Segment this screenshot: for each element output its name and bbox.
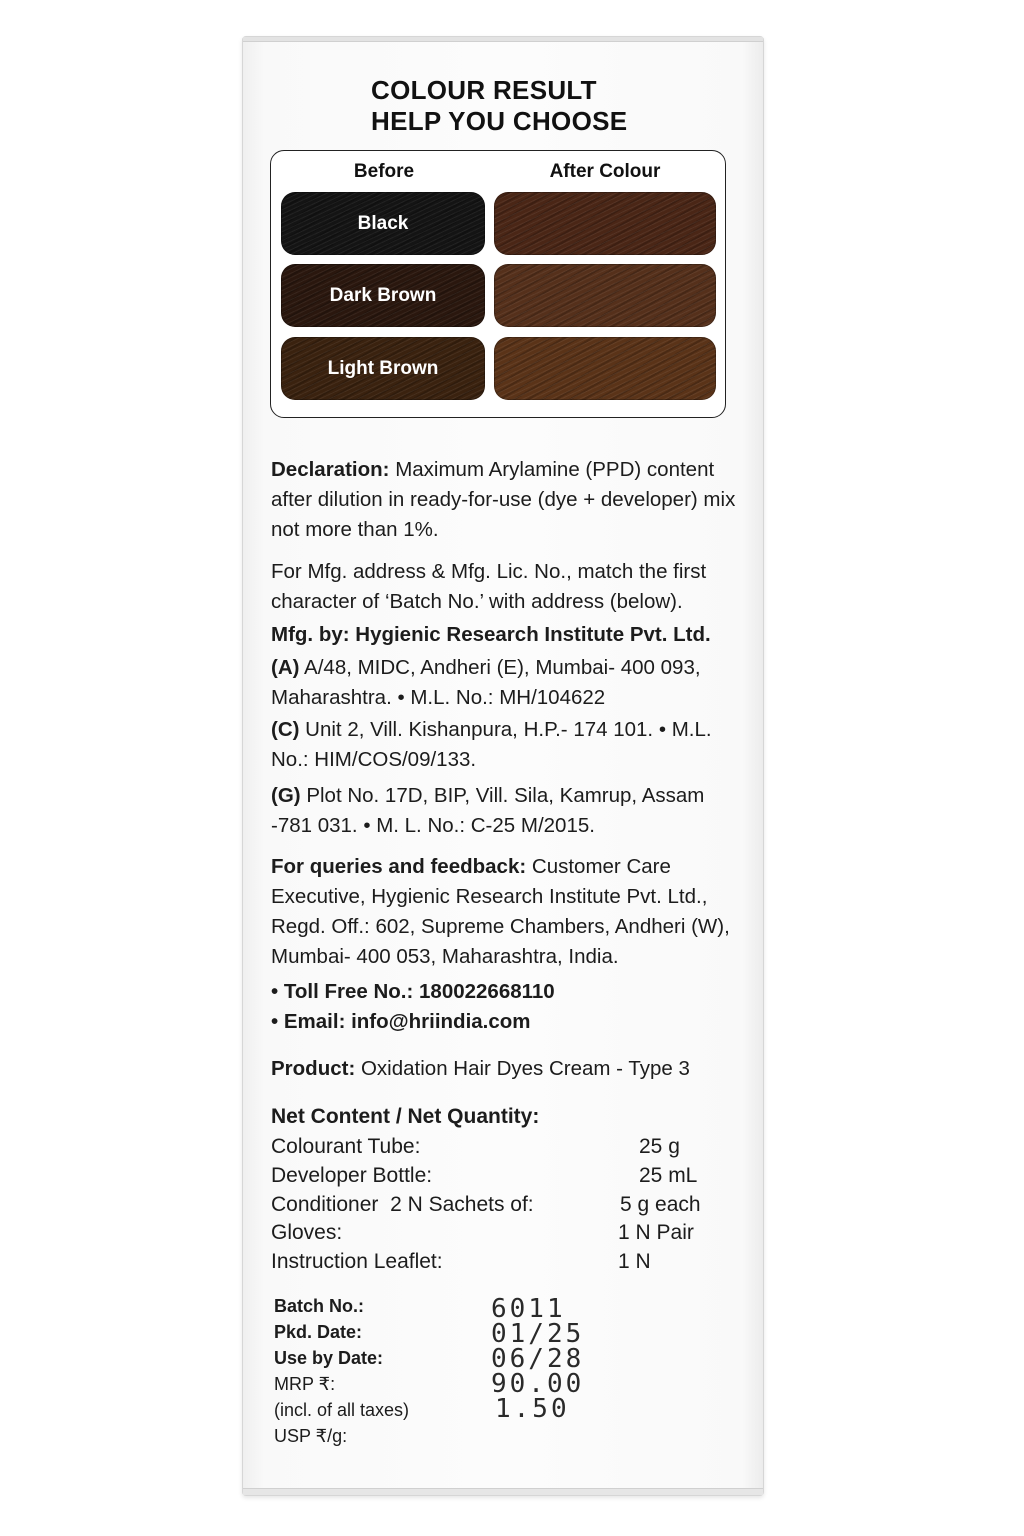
after-swatch-black [494, 192, 716, 255]
mfg-note: For Mfg. address & Mfg. Lic. No., match the first character of ‘Batch No.’ with address (below). [271, 560, 707, 613]
address-c [271, 715, 741, 775]
before-header: Before [353, 161, 415, 182]
heading-line-2: HELP YOU CHOOSE [371, 106, 628, 136]
product [271, 1054, 741, 1084]
net-item-name: Colourant Tube: [271, 1135, 421, 1158]
declaration-label: Declaration: [271, 458, 390, 481]
product-label: Product: [271, 1057, 356, 1080]
colour-result-heading [371, 75, 627, 137]
before-swatch-light-brown: Light Brown [281, 337, 485, 400]
usp-value: 1.50 [495, 1394, 570, 1424]
product-box-panel [242, 36, 764, 1496]
after-swatch-dark-brown [494, 264, 716, 327]
net-item-value: 1 N Pair [618, 1221, 694, 1244]
pkd-date-label: Pkd. Date: [274, 1322, 363, 1342]
net-item-value: 5 g each [620, 1193, 701, 1216]
after-header: After Colour [549, 161, 661, 182]
net-item-row [271, 1219, 721, 1247]
queries [271, 852, 741, 972]
declaration [271, 455, 741, 545]
address-a-code: (A) [271, 656, 300, 679]
net-item-value: 25 mL [639, 1164, 698, 1187]
net-item-value: 1 N [618, 1250, 651, 1273]
net-item-row [271, 1248, 721, 1276]
mrp-tax-note: (incl. of all taxes) [274, 1400, 410, 1420]
batch-no-value: 6011 [491, 1294, 566, 1324]
net-content-title: Net Content / Net Quantity: [271, 1105, 540, 1128]
net-item-name: Conditioner 2 N Sachets of: [271, 1193, 534, 1216]
net-item-row [271, 1133, 721, 1161]
batch-no-label: Batch No.: [274, 1296, 364, 1316]
product-text: Oxidation Hair Dyes Cream - Type 3 [360, 1057, 690, 1080]
box-top-edge [243, 37, 763, 42]
net-item-name: Gloves: [271, 1221, 343, 1244]
box-bottom-edge [243, 1488, 763, 1495]
before-swatch-dark-brown: Dark Brown [281, 264, 485, 327]
net-item-name: Developer Bottle: [271, 1164, 433, 1187]
queries-label: For queries and feedback: [271, 855, 527, 878]
mfg-by: Mfg. by: Hygienic Research Institute Pvt. Ltd. [271, 623, 711, 646]
net-item-name: Instruction Leaflet: [271, 1250, 443, 1273]
net-item-value: 25 g [639, 1135, 680, 1158]
use-by-date-label: Use by Date: [274, 1348, 384, 1368]
mrp-label: MRP ₹: [274, 1374, 336, 1394]
use-by-date-value: 06/28 [491, 1344, 585, 1374]
address-a-text: A/48, MIDC, Andheri (E), Mumbai- 400 093, Maharashtra. • M.L. No.: MH/104622 [271, 656, 701, 709]
address-g-code: (G) [271, 784, 301, 807]
address-c-text: Unit 2, Vill. Kishanpura, H.P.- 174 101. • M.L. No.: HIM/COS/09/133. [271, 718, 712, 771]
queries-text: Customer Care Executive, Hygienic Research Institute Pvt. Ltd., Regd. Off.: 602, Supreme Chambers, Andheri (W), Mumbai- 400 053, Maharashtra, India. [271, 855, 730, 968]
colour-chart [270, 150, 726, 418]
address-c-code: (C) [271, 718, 300, 741]
email: • Email: info@hriindia.com [271, 1010, 531, 1033]
address-g [271, 781, 741, 841]
address-g-text: Plot No. 17D, BIP, Vill. Sila, Kamrup, Assam -781 031. • M. L. No.: C-25 M/2015. [271, 784, 705, 837]
address-a [271, 653, 741, 713]
after-swatch-light-brown [494, 337, 716, 400]
toll-free: • Toll Free No.: 180022668110 [271, 980, 555, 1003]
net-item-row [271, 1191, 721, 1219]
declaration-text: Maximum Arylamine (PPD) content after dilution in ready-for-use (dye + developer) mix not more than 1%. [271, 458, 736, 541]
heading-line-1: COLOUR RESULT [371, 75, 597, 105]
net-item-row [271, 1162, 721, 1190]
usp-label: USP ₹/g: [274, 1426, 348, 1446]
before-swatch-black: Black [281, 192, 485, 255]
pkd-date-value: 01/25 [491, 1319, 585, 1349]
mrp-value: 90.00 [491, 1369, 585, 1399]
